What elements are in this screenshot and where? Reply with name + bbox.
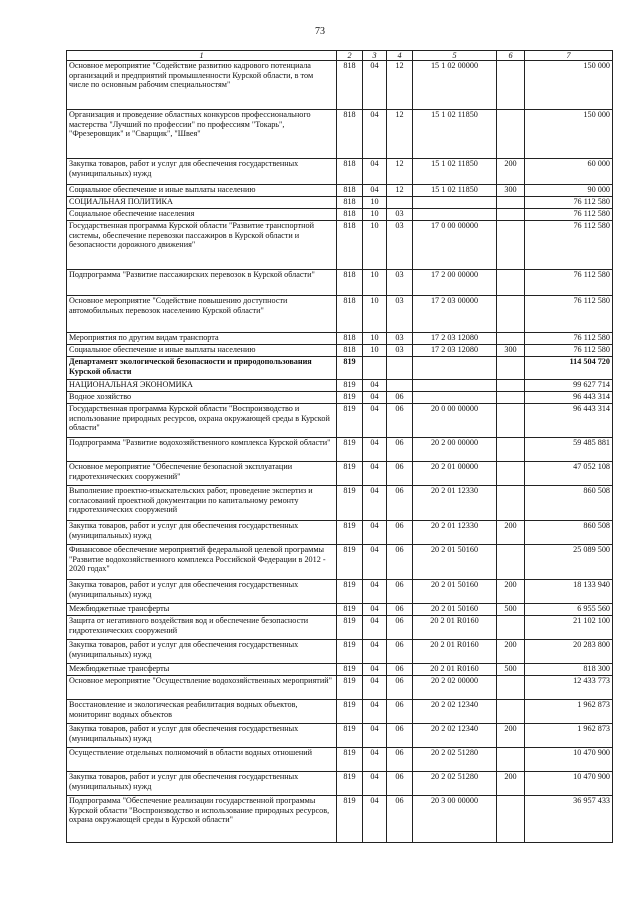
cell-ministry-code: 818 <box>337 159 363 185</box>
cell-target-article <box>413 357 497 380</box>
row-description: Основное мероприятие "Осуществление водохозяйственных мероприятий" <box>67 676 337 700</box>
table-row <box>67 700 613 724</box>
cell-amount: 76 112 580 <box>525 270 613 296</box>
cell-subsection: 06 <box>387 438 413 462</box>
table-header-row <box>67 51 613 61</box>
cell-expense-type: 200 <box>497 640 525 664</box>
row-description: СОЦИАЛЬНАЯ ПОЛИТИКА <box>67 197 337 209</box>
cell-expense-type <box>497 270 525 296</box>
row-description: Государственная программа Курской области "Воспроизводство и использование природных ресурсов, охрана окружающей среды в Курской области" <box>67 404 337 438</box>
cell-target-article: 20 2 02 51280 <box>413 748 497 772</box>
table-row <box>67 724 613 748</box>
cell-expense-type <box>497 110 525 159</box>
table-row <box>67 221 613 270</box>
cell-section: 10 <box>363 333 387 345</box>
cell-amount: 18 133 940 <box>525 580 613 604</box>
cell-ministry-code: 819 <box>337 392 363 404</box>
cell-target-article: 20 2 01 12330 <box>413 486 497 521</box>
table-row <box>67 209 613 221</box>
cell-section: 04 <box>363 700 387 724</box>
cell-subsection: 12 <box>387 185 413 197</box>
cell-subsection: 06 <box>387 724 413 748</box>
table-row <box>67 333 613 345</box>
cell-subsection: 06 <box>387 700 413 724</box>
cell-target-article: 20 2 01 R0160 <box>413 664 497 676</box>
table-row <box>67 664 613 676</box>
row-description: Межбюджетные трансферты <box>67 604 337 616</box>
row-description: Социальное обеспечение и иные выплаты населению <box>67 345 337 357</box>
cell-ministry-code: 818 <box>337 270 363 296</box>
cell-target-article: 20 0 00 00000 <box>413 404 497 438</box>
cell-ministry-code: 819 <box>337 521 363 545</box>
cell-expense-type <box>497 462 525 486</box>
row-description: Закупка товаров, работ и услуг для обеспечения государственных (муниципальных) нужд <box>67 521 337 545</box>
row-description: Социальное обеспечение и иные выплаты населению <box>67 185 337 197</box>
table-row <box>67 197 613 209</box>
table-row <box>67 345 613 357</box>
row-description: Водное хозяйство <box>67 392 337 404</box>
cell-amount: 36 957 433 <box>525 796 613 843</box>
cell-section: 10 <box>363 270 387 296</box>
row-description: Мероприятия по другим видам транспорта <box>67 333 337 345</box>
cell-expense-type <box>497 380 525 392</box>
cell-ministry-code: 819 <box>337 664 363 676</box>
cell-section: 04 <box>363 604 387 616</box>
cell-expense-type <box>497 333 525 345</box>
cell-section: 04 <box>363 580 387 604</box>
row-description: Закупка товаров, работ и услуг для обеспечения государственных (муниципальных) нужд <box>67 772 337 796</box>
cell-expense-type: 300 <box>497 185 525 197</box>
cell-ministry-code: 819 <box>337 438 363 462</box>
cell-expense-type: 500 <box>497 604 525 616</box>
row-description: Организация и проведение областных конкурсов профессионального мастерства "Лучший по профессии" по профессиям "Токарь", "Фрезеровщик" и "Сварщик", "Швея" <box>67 110 337 159</box>
cell-amount: 76 112 580 <box>525 296 613 333</box>
cell-ministry-code: 819 <box>337 580 363 604</box>
cell-amount: 25 089 500 <box>525 545 613 580</box>
cell-target-article: 20 2 02 12340 <box>413 724 497 748</box>
column-header: 2 <box>337 51 363 61</box>
cell-expense-type <box>497 221 525 270</box>
cell-expense-type <box>497 796 525 843</box>
cell-ministry-code: 819 <box>337 604 363 616</box>
table-row <box>67 748 613 772</box>
cell-subsection: 06 <box>387 392 413 404</box>
row-description: Основное мероприятие "Содействие развитию кадрового потенциала организаций и предприятий промышленности Курской области, в том числе по основным рабочим специальностям" <box>67 61 337 110</box>
cell-target-article: 15 1 02 11850 <box>413 185 497 197</box>
table-row <box>67 392 613 404</box>
cell-ministry-code: 819 <box>337 380 363 392</box>
cell-expense-type <box>497 197 525 209</box>
cell-subsection: 06 <box>387 486 413 521</box>
cell-ministry-code: 818 <box>337 185 363 197</box>
cell-ministry-code: 819 <box>337 796 363 843</box>
cell-ministry-code: 819 <box>337 486 363 521</box>
cell-subsection: 06 <box>387 796 413 843</box>
cell-ministry-code: 819 <box>337 700 363 724</box>
cell-subsection: 06 <box>387 521 413 545</box>
cell-expense-type <box>497 61 525 110</box>
cell-subsection: 03 <box>387 296 413 333</box>
cell-subsection: 06 <box>387 748 413 772</box>
cell-section: 04 <box>363 486 387 521</box>
cell-section: 04 <box>363 796 387 843</box>
cell-section: 04 <box>363 676 387 700</box>
cell-ministry-code: 819 <box>337 357 363 380</box>
budget-table <box>66 50 613 843</box>
cell-subsection: 06 <box>387 604 413 616</box>
row-description: Восстановление и экологическая реабилитация водных объектов, мониторинг водных объектов <box>67 700 337 724</box>
cell-subsection: 03 <box>387 345 413 357</box>
cell-subsection: 06 <box>387 462 413 486</box>
cell-section: 04 <box>363 521 387 545</box>
cell-section: 04 <box>363 462 387 486</box>
row-description: Департамент экологической безопасности и природопользования Курской области <box>67 357 337 380</box>
cell-subsection: 06 <box>387 580 413 604</box>
cell-ministry-code: 818 <box>337 110 363 159</box>
cell-target-article: 15 1 02 00000 <box>413 61 497 110</box>
column-header: 5 <box>413 51 497 61</box>
cell-expense-type <box>497 438 525 462</box>
column-header: 1 <box>67 51 337 61</box>
cell-ministry-code: 818 <box>337 296 363 333</box>
row-description: Закупка товаров, работ и услуг для обеспечения государственных (муниципальных) нужд <box>67 159 337 185</box>
column-header: 6 <box>497 51 525 61</box>
cell-amount: 76 112 580 <box>525 197 613 209</box>
cell-subsection <box>387 357 413 380</box>
cell-section: 04 <box>363 380 387 392</box>
table-row <box>67 486 613 521</box>
table-row <box>67 616 613 640</box>
column-header: 4 <box>387 51 413 61</box>
cell-subsection: 06 <box>387 676 413 700</box>
cell-section: 04 <box>363 392 387 404</box>
cell-ministry-code: 819 <box>337 404 363 438</box>
cell-expense-type: 500 <box>497 664 525 676</box>
table-row <box>67 772 613 796</box>
table-row <box>67 640 613 664</box>
table-row <box>67 61 613 110</box>
cell-target-article: 20 2 01 50160 <box>413 604 497 616</box>
cell-ministry-code: 818 <box>337 345 363 357</box>
cell-section: 10 <box>363 221 387 270</box>
cell-amount: 860 508 <box>525 486 613 521</box>
table-row <box>67 604 613 616</box>
cell-target-article: 15 1 02 11850 <box>413 159 497 185</box>
cell-ministry-code: 819 <box>337 640 363 664</box>
cell-target-article: 20 2 01 12330 <box>413 521 497 545</box>
table-row <box>67 545 613 580</box>
cell-amount: 10 470 900 <box>525 748 613 772</box>
cell-expense-type <box>497 209 525 221</box>
row-description: Выполнение проектно-изыскательских работ, проведение экспертиз и согласований проектной документации по капитальному ремонту гидротехнических сооружений <box>67 486 337 521</box>
cell-ministry-code: 818 <box>337 221 363 270</box>
cell-amount: 1 962 873 <box>525 700 613 724</box>
row-description: Межбюджетные трансферты <box>67 664 337 676</box>
cell-target-article: 17 2 03 12080 <box>413 333 497 345</box>
table-row <box>67 676 613 700</box>
page-number: 73 <box>315 26 325 37</box>
cell-section: 04 <box>363 404 387 438</box>
cell-section: 10 <box>363 345 387 357</box>
cell-target-article: 15 1 02 11850 <box>413 110 497 159</box>
table-row <box>67 404 613 438</box>
cell-expense-type <box>497 748 525 772</box>
row-description: Основное мероприятие "Содействие повышению доступности автомобильных перевозок населению Курской области" <box>67 296 337 333</box>
cell-target-article <box>413 197 497 209</box>
cell-amount: 59 485 881 <box>525 438 613 462</box>
cell-target-article: 17 2 03 00000 <box>413 296 497 333</box>
cell-amount: 76 112 580 <box>525 209 613 221</box>
cell-target-article <box>413 209 497 221</box>
cell-subsection: 12 <box>387 61 413 110</box>
row-description: Защита от негативного воздействия вод и обеспечение безопасности гидротехнических сооружений <box>67 616 337 640</box>
row-description: Государственная программа Курской области "Развитие транспортной системы, обеспечение перевозки пассажиров в Курской области и безопасности дорожного движения" <box>67 221 337 270</box>
cell-amount: 6 955 560 <box>525 604 613 616</box>
cell-ministry-code: 819 <box>337 462 363 486</box>
cell-amount: 96 443 314 <box>525 404 613 438</box>
cell-amount: 76 112 580 <box>525 333 613 345</box>
cell-amount: 21 102 100 <box>525 616 613 640</box>
table-row <box>67 357 613 380</box>
cell-expense-type: 200 <box>497 521 525 545</box>
cell-section: 04 <box>363 61 387 110</box>
column-header: 7 <box>525 51 613 61</box>
cell-expense-type: 200 <box>497 159 525 185</box>
cell-ministry-code: 818 <box>337 61 363 110</box>
cell-ministry-code: 818 <box>337 197 363 209</box>
cell-ministry-code: 819 <box>337 748 363 772</box>
cell-amount: 60 000 <box>525 159 613 185</box>
cell-subsection <box>387 380 413 392</box>
cell-amount: 96 443 314 <box>525 392 613 404</box>
cell-target-article: 17 2 00 00000 <box>413 270 497 296</box>
cell-amount: 114 504 720 <box>525 357 613 380</box>
cell-subsection: 06 <box>387 404 413 438</box>
cell-amount: 76 112 580 <box>525 345 613 357</box>
cell-expense-type: 300 <box>497 345 525 357</box>
cell-expense-type <box>497 676 525 700</box>
table-row <box>67 270 613 296</box>
cell-expense-type <box>497 296 525 333</box>
cell-subsection: 03 <box>387 221 413 270</box>
cell-target-article: 17 2 03 12080 <box>413 345 497 357</box>
cell-section <box>363 357 387 380</box>
cell-target-article: 20 2 01 50160 <box>413 545 497 580</box>
cell-target-article: 20 2 02 12340 <box>413 700 497 724</box>
cell-subsection: 06 <box>387 664 413 676</box>
cell-amount: 12 433 773 <box>525 676 613 700</box>
cell-section: 04 <box>363 748 387 772</box>
row-description: Подпрограмма "Развитие пассажирских перевозок в Курской области" <box>67 270 337 296</box>
cell-section: 10 <box>363 209 387 221</box>
table-row <box>67 110 613 159</box>
cell-ministry-code: 819 <box>337 616 363 640</box>
cell-subsection: 12 <box>387 159 413 185</box>
cell-section: 04 <box>363 640 387 664</box>
cell-target-article: 20 2 01 R0160 <box>413 616 497 640</box>
cell-expense-type <box>497 486 525 521</box>
cell-expense-type <box>497 545 525 580</box>
cell-ministry-code: 819 <box>337 724 363 748</box>
row-description: Закупка товаров, работ и услуг для обеспечения государственных (муниципальных) нужд <box>67 640 337 664</box>
cell-section: 04 <box>363 616 387 640</box>
cell-section: 04 <box>363 545 387 580</box>
cell-ministry-code: 819 <box>337 676 363 700</box>
cell-section: 04 <box>363 110 387 159</box>
cell-target-article: 20 2 00 00000 <box>413 438 497 462</box>
cell-ministry-code: 819 <box>337 545 363 580</box>
cell-target-article: 20 2 01 00000 <box>413 462 497 486</box>
cell-expense-type <box>497 404 525 438</box>
cell-target-article: 20 2 02 51280 <box>413 772 497 796</box>
cell-amount: 818 300 <box>525 664 613 676</box>
table-row <box>67 438 613 462</box>
cell-section: 10 <box>363 296 387 333</box>
cell-section: 04 <box>363 772 387 796</box>
cell-amount: 150 000 <box>525 61 613 110</box>
cell-target-article: 20 2 01 R0160 <box>413 640 497 664</box>
table-row <box>67 796 613 843</box>
cell-section: 10 <box>363 197 387 209</box>
cell-target-article: 17 0 00 00000 <box>413 221 497 270</box>
table-row <box>67 462 613 486</box>
cell-expense-type <box>497 700 525 724</box>
table-row <box>67 159 613 185</box>
cell-ministry-code: 818 <box>337 209 363 221</box>
cell-expense-type <box>497 616 525 640</box>
cell-section: 04 <box>363 185 387 197</box>
cell-amount: 47 052 108 <box>525 462 613 486</box>
cell-subsection: 03 <box>387 270 413 296</box>
cell-target-article: 20 3 00 00000 <box>413 796 497 843</box>
cell-target-article <box>413 380 497 392</box>
cell-expense-type <box>497 357 525 380</box>
cell-subsection <box>387 197 413 209</box>
row-description: Основное мероприятие "Обеспечение безопасной эксплуатации гидротехнических сооружений" <box>67 462 337 486</box>
cell-section: 04 <box>363 159 387 185</box>
row-description: НАЦИОНАЛЬНАЯ ЭКОНОМИКА <box>67 380 337 392</box>
cell-amount: 860 508 <box>525 521 613 545</box>
row-description: Подпрограмма "Развитие водохозяйственного комплекса Курской области" <box>67 438 337 462</box>
table-row <box>67 580 613 604</box>
cell-amount: 20 283 800 <box>525 640 613 664</box>
cell-subsection: 06 <box>387 640 413 664</box>
cell-subsection: 06 <box>387 772 413 796</box>
cell-amount: 99 627 714 <box>525 380 613 392</box>
cell-target-article: 20 2 01 50160 <box>413 580 497 604</box>
cell-expense-type: 200 <box>497 772 525 796</box>
cell-section: 04 <box>363 724 387 748</box>
cell-section: 04 <box>363 438 387 462</box>
cell-ministry-code: 819 <box>337 772 363 796</box>
row-description: Закупка товаров, работ и услуг для обеспечения государственных (муниципальных) нужд <box>67 724 337 748</box>
row-description: Подпрограмма "Обеспечение реализации государственной программы Курской области "Воспроизводство и использование природных ресурсов, охрана окружающей среды в Курской области" <box>67 796 337 843</box>
cell-subsection: 12 <box>387 110 413 159</box>
cell-subsection: 06 <box>387 616 413 640</box>
cell-expense-type <box>497 392 525 404</box>
cell-subsection: 06 <box>387 545 413 580</box>
table-row <box>67 185 613 197</box>
table-body <box>67 61 613 843</box>
row-description: Финансовое обеспечение мероприятий федеральной целевой программы "Развитие водохозяйственного комплекса Российской Федерации в 2012 - 2020 годах" <box>67 545 337 580</box>
cell-amount: 90 000 <box>525 185 613 197</box>
table-row <box>67 296 613 333</box>
row-description: Социальное обеспечение населения <box>67 209 337 221</box>
cell-subsection: 03 <box>387 209 413 221</box>
row-description: Закупка товаров, работ и услуг для обеспечения государственных (муниципальных) нужд <box>67 580 337 604</box>
table-row <box>67 380 613 392</box>
table-row <box>67 521 613 545</box>
cell-target-article: 20 2 02 00000 <box>413 676 497 700</box>
cell-subsection: 03 <box>387 333 413 345</box>
cell-amount: 10 470 900 <box>525 772 613 796</box>
cell-amount: 1 962 873 <box>525 724 613 748</box>
cell-amount: 76 112 580 <box>525 221 613 270</box>
row-description: Осуществление отдельных полномочий в области водных отношений <box>67 748 337 772</box>
column-header: 3 <box>363 51 387 61</box>
cell-expense-type: 200 <box>497 724 525 748</box>
cell-target-article <box>413 392 497 404</box>
cell-section: 04 <box>363 664 387 676</box>
cell-expense-type: 200 <box>497 580 525 604</box>
cell-ministry-code: 818 <box>337 333 363 345</box>
cell-amount: 150 000 <box>525 110 613 159</box>
